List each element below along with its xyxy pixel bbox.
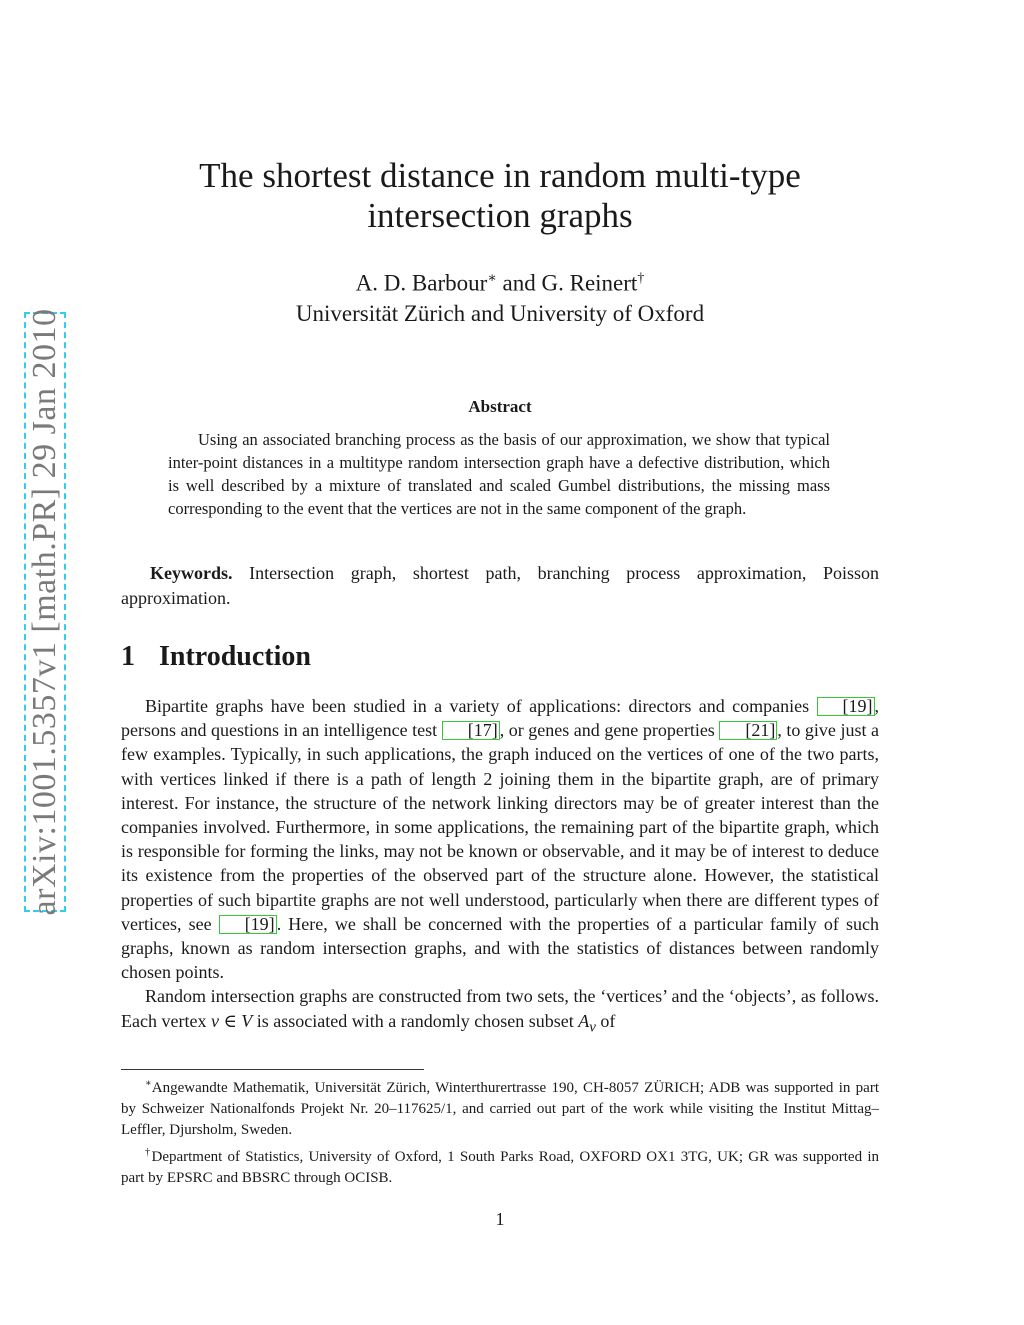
paper-title	[150, 156, 850, 236]
section-title: Introduction	[159, 641, 311, 672]
math-symbol: ∈	[218, 1010, 242, 1031]
author-1-footnote-mark[interactable]: ∗	[487, 271, 497, 286]
author-2: G. Reinert	[541, 270, 638, 296]
footnote-2	[121, 1142, 879, 1189]
intro-paragraph-1	[121, 694, 879, 984]
keywords-paragraph	[121, 561, 884, 611]
intro-text: , or genes and gene properties	[499, 720, 720, 741]
page-number: 1	[495, 1209, 505, 1229]
citation-link[interactable]: [19]	[817, 697, 875, 716]
author-1: A. D. Barbour	[355, 270, 488, 296]
math-symbol: A	[578, 1010, 590, 1031]
footnote-2-mark: †	[145, 1147, 152, 1158]
citation-link[interactable]: [21]	[719, 721, 777, 740]
section-heading-introduction	[121, 641, 311, 673]
intro-text: , to give just a few examples. Typically, in such applications, the graph induced on the vertices of one of the two parts, with vertices linked if there is a path of length 2 joining them in the bipartite graph, are of primary interest. For instance, the structure of the network linking directors may be of greater interest than the companies involved. Furthermore, in some applications, the remaining part of the bipartite graph, which is responsible for forming the links, may not be known or observable, and it may be of interest to deduce its existence from the properties of the observed part of the structure alone. However, the statistical properties of such bipartite graphs are not well understood, particularly when there are different types of vertices, see	[121, 720, 879, 934]
author-2-footnote-mark[interactable]: †	[637, 271, 645, 286]
keywords-label: Keywords.	[150, 563, 233, 583]
affiliation: Universität Zürich and University of Oxford	[295, 300, 705, 326]
footnote-2-text: Department of Statistics, University of Oxford, 1 South Parks Road, OXFORD OX1 3TG, UK; GR was supported in part by EPSRC and BBSRC through OCISB.	[121, 1149, 879, 1186]
footnote-1-mark: ∗	[145, 1078, 152, 1089]
introduction-body	[121, 694, 879, 1039]
citation-link[interactable]: [19]	[219, 915, 277, 934]
section-number: 1	[121, 641, 135, 672]
abstract-text: Using an associated branching process as the basis of our approximation, we show that typical inter-point distances in a multitype random intersection graph have a defective distribution, which is well described by a mixture of translated and scaled Gumbel distributions, the missing mass corresponding to the event that the vertices are not in the same component of the graph.	[168, 430, 830, 518]
intro-text: Bipartite graphs have been studied in a variety of applications: directors and companies	[145, 696, 817, 716]
footnote-1	[121, 1073, 879, 1141]
citation-link[interactable]: [17]	[442, 721, 500, 740]
title-line-2: intersection graphs	[367, 196, 633, 235]
intro-text: , persons and questions in an intelligence test	[121, 696, 879, 741]
author-conjunction: and	[496, 270, 542, 296]
intro-paragraph-2	[121, 984, 879, 1039]
footnote-1-text: Angewandte Mathematik, Universität Zürich, Winterthurertrasse 190, CH-8057 ZÜRICH; ADB was supported in part by Schweizer Nationalfonds Projekt Nr. 20–117625/1, and carried out part of the work while visiting the Institut Mittag–Leffler, Djursholm, Sweden.	[121, 1080, 879, 1138]
math-subscript: v	[589, 1019, 596, 1036]
footnote-separator	[121, 1069, 424, 1070]
abstract-heading: Abstract	[468, 397, 532, 416]
arxiv-identifier-stamp: arXiv:1001.5357v1 [math.PR] 29 Jan 2010	[24, 312, 66, 912]
title-line-1: The shortest distance in random multi-type	[199, 156, 801, 195]
keywords-text: Intersection graph, shortest path, branching process approximation, Poisson approximation.	[121, 563, 884, 608]
author-block	[150, 264, 850, 329]
intro-text: . Here, we shall be concerned with the properties of a particular family of such graphs, known as random intersection graphs, and with the statistics of distances between randomly chosen points.	[121, 913, 880, 983]
author-names	[150, 264, 850, 299]
intro-text: is associated with a randomly chosen subset	[252, 1010, 579, 1031]
intro-text: Random intersection graphs are constructed from two sets, the ‘vertices’ and the ‘objects’, as follows. Each vertex	[121, 986, 879, 1031]
math-symbol: V	[241, 1010, 253, 1031]
math-symbol: v	[210, 1010, 219, 1031]
intro-text: of	[595, 1010, 616, 1031]
